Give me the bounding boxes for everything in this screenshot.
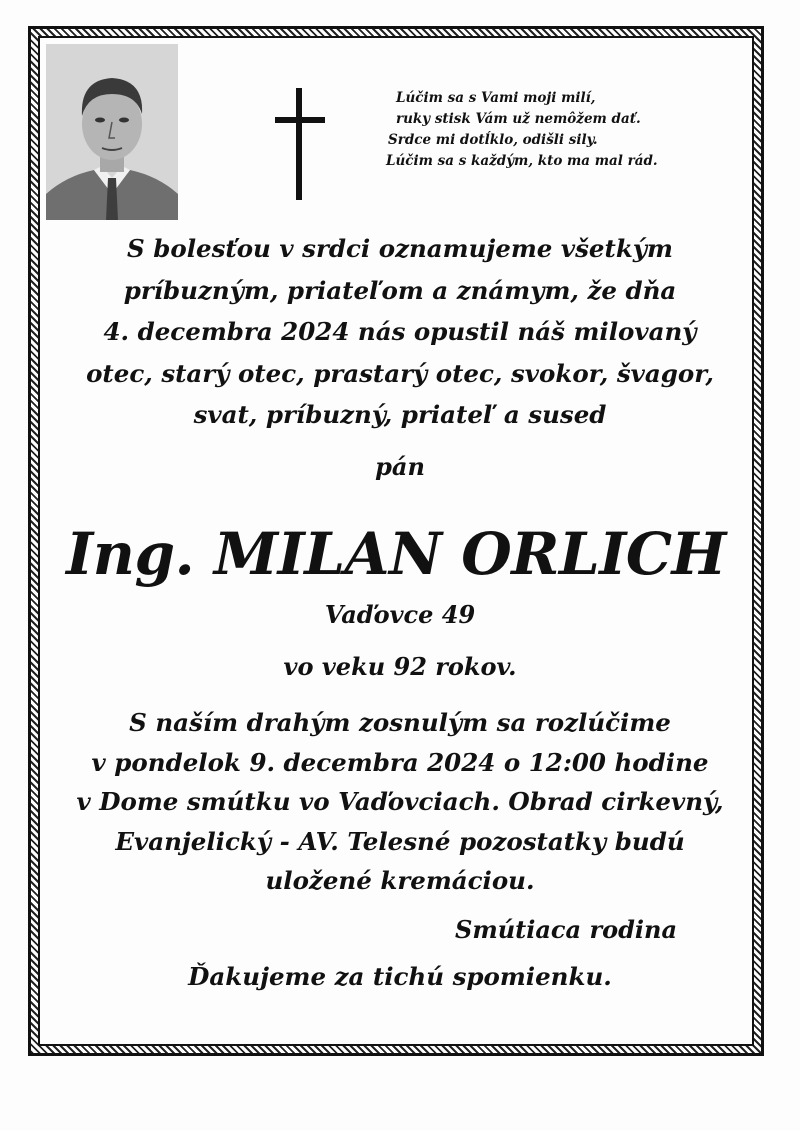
- cross-icon: [275, 88, 325, 200]
- poem-line: Srdce mi dotĺklo, odišli sily.: [388, 132, 598, 148]
- announcement-line: 4. decembra 2024 nás opustil náš milovaný: [103, 317, 697, 346]
- portrait-photo: [46, 44, 178, 220]
- poem-line: ruky stisk Vám už nemôžem dať.: [396, 111, 641, 127]
- details-line: Evanjelický - AV. Telesné pozostatky budú: [115, 826, 685, 856]
- details-line: v pondelok 9. decembra 2024 o 12:00 hodine: [91, 747, 709, 777]
- farewell-poem: [386, 88, 696, 172]
- address: Vaďovce 49: [324, 600, 476, 629]
- funeral-details: [44, 703, 756, 901]
- title-word: pán: [375, 452, 425, 481]
- poem-line: Lúčim sa s každým, kto ma mal rád.: [386, 153, 658, 169]
- details-line: v Dome smútku vo Vaďovciach. Obrad cirkevný,: [76, 787, 724, 816]
- age-text: vo veku 92 rokov.: [283, 652, 517, 681]
- announcement-line: príbuzným, priateľom a známym, že dňa: [123, 275, 677, 305]
- details-line: uložené kremáciou.: [265, 866, 535, 895]
- family-signature: Smútiaca rodina: [455, 915, 677, 944]
- announcement-line: otec, starý otec, prastarý otec, svokor, švagor,: [86, 358, 714, 388]
- announcement-text: [44, 228, 756, 436]
- announcement-line: svat, príbuzný, priateľ a sused: [193, 400, 607, 429]
- thanks-text: Ďakujeme za tichú spomienku.: [188, 962, 612, 991]
- poem-line: Lúčim sa s Vami moji milí,: [396, 90, 596, 106]
- details-line: S naším drahým zosnulým sa rozlúčime: [129, 708, 671, 737]
- announcement-line: S bolesťou v srdci oznamujeme všetkým: [127, 234, 673, 263]
- deceased-name: Ing. MILAN ORLICH: [66, 520, 726, 588]
